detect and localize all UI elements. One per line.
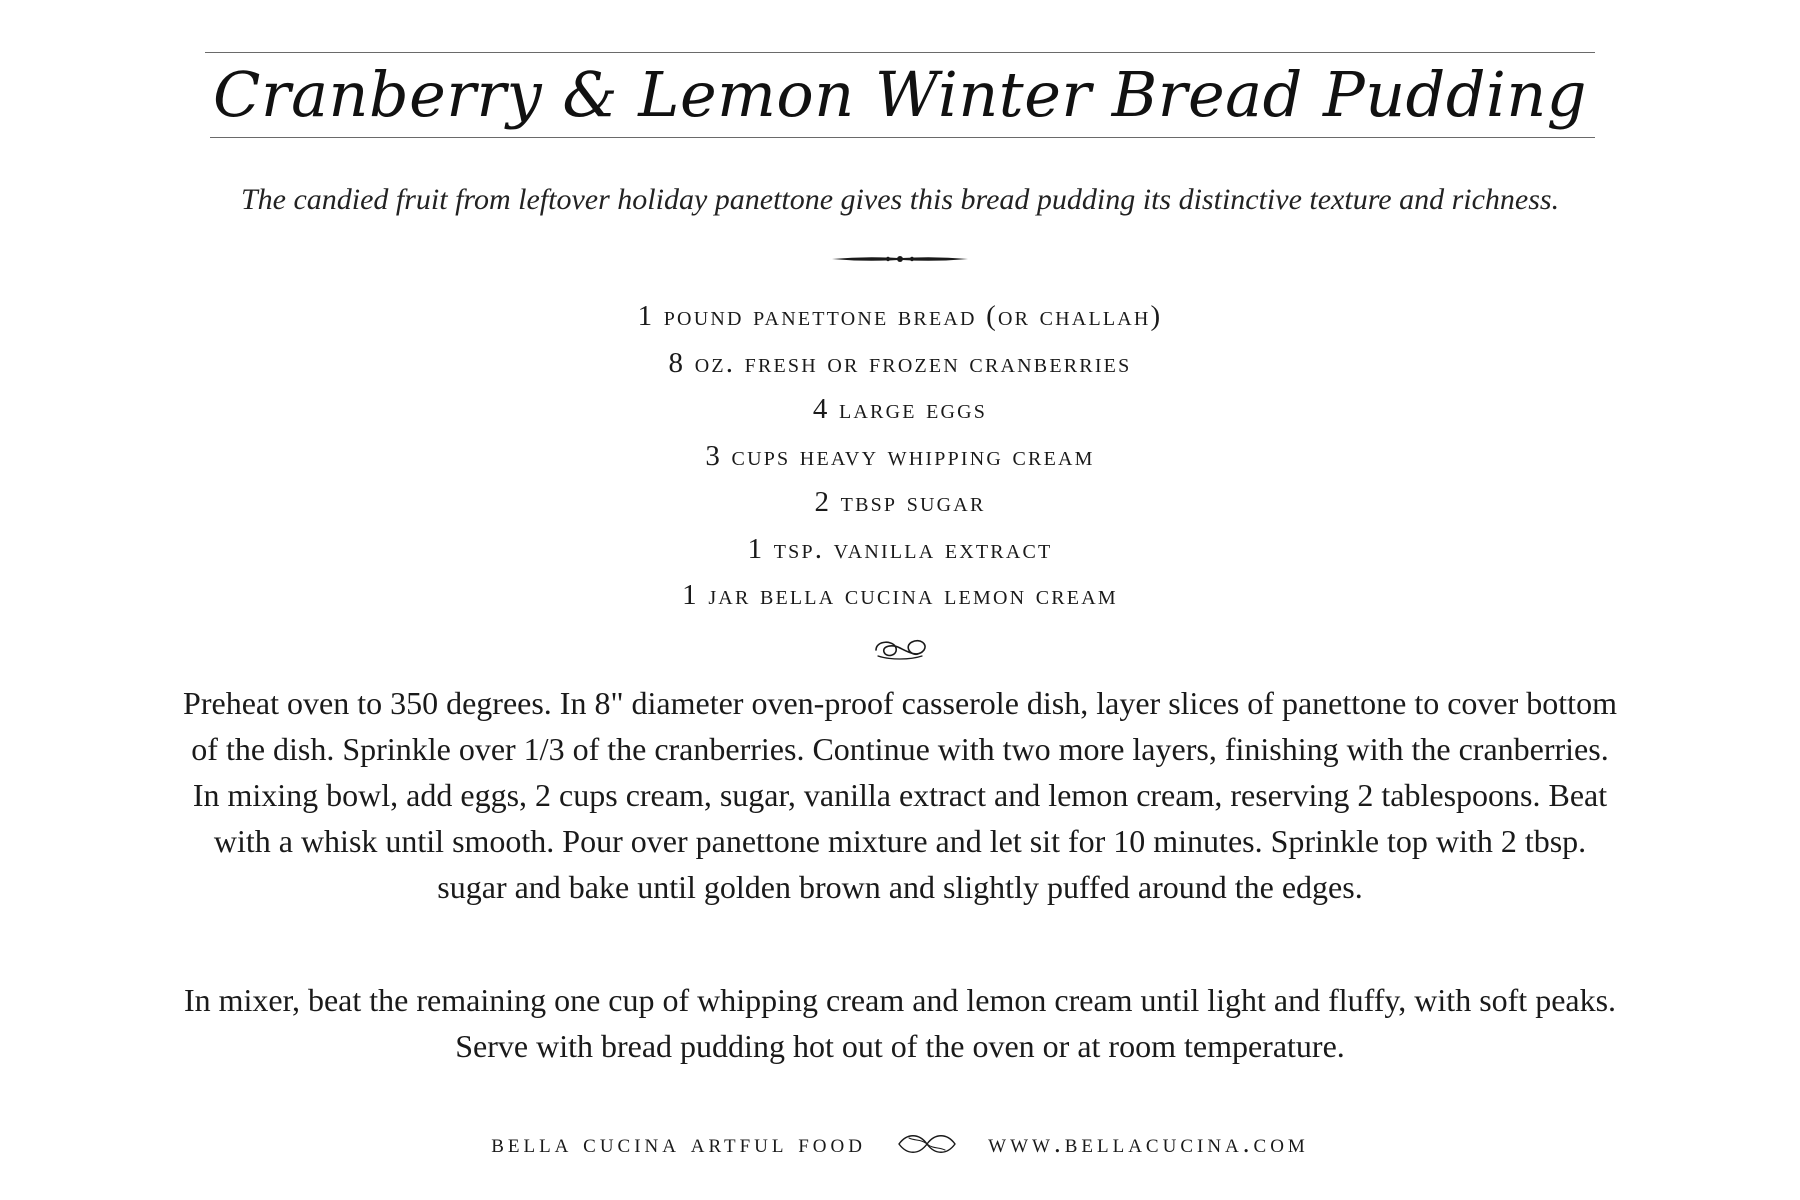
ornamental-divider-icon [830,250,970,268]
title-bottom-rule [210,137,1595,138]
ingredient-item: 8 oz. fresh or frozen cranberries [668,346,1132,379]
instructions-paragraph: In mixer, beat the remaining one cup of whipping cream and lemon cream until light and fluffy, with soft peaks. Serve with bread pudding hot out of the oven or at room temperature. [183,982,1617,1064]
ingredient-list [0,296,1800,622]
recipe-subtitle: The candied fruit from leftover holiday panettone gives this bread pudding its distinctive texture and richness. [240,183,1560,216]
ingredient-item: 2 tbsp sugar [814,486,986,518]
footer [0,1128,1800,1159]
instructions-paragraph: Preheat oven to 350 degrees. In 8" diameter oven-proof casserole dish, layer slices of panettone to cover bottom of the dish. Sprinkle over 1/3 of the cranberries. Continue with two more layers, finishing with the cranberries. In mixing bowl, add eggs, 2 cups cream, sugar, vanilla extract and lemon cream, reserving 2 tablespoons. Beat with a whisk until smooth. Pour over panettone mixture and let sit for 10 minutes. Sprinkle top with 2 tbsp. sugar and bake until golden brown and slightly puffed around the edges. [183,685,1617,905]
footer-brand: bella cucina artful food [491,1128,866,1158]
footer-website: www.bellacucina.com [988,1128,1309,1158]
footer-flourish-icon [895,1129,959,1159]
ingredient-item: 3 cups heavy whipping cream [705,439,1095,472]
ingredient-item: 1 jar bella cucina lemon cream [682,579,1118,611]
ingredient-item: 1 tsp. vanilla extract [747,532,1053,565]
scroll-flourish-icon [870,632,930,664]
ingredient-item: 4 large eggs [812,393,988,425]
recipe-title: Cranberry & Lemon Winter Bread Pudding [213,58,1587,131]
ingredient-item: 1 pound panettone bread (or challah) [637,300,1163,332]
